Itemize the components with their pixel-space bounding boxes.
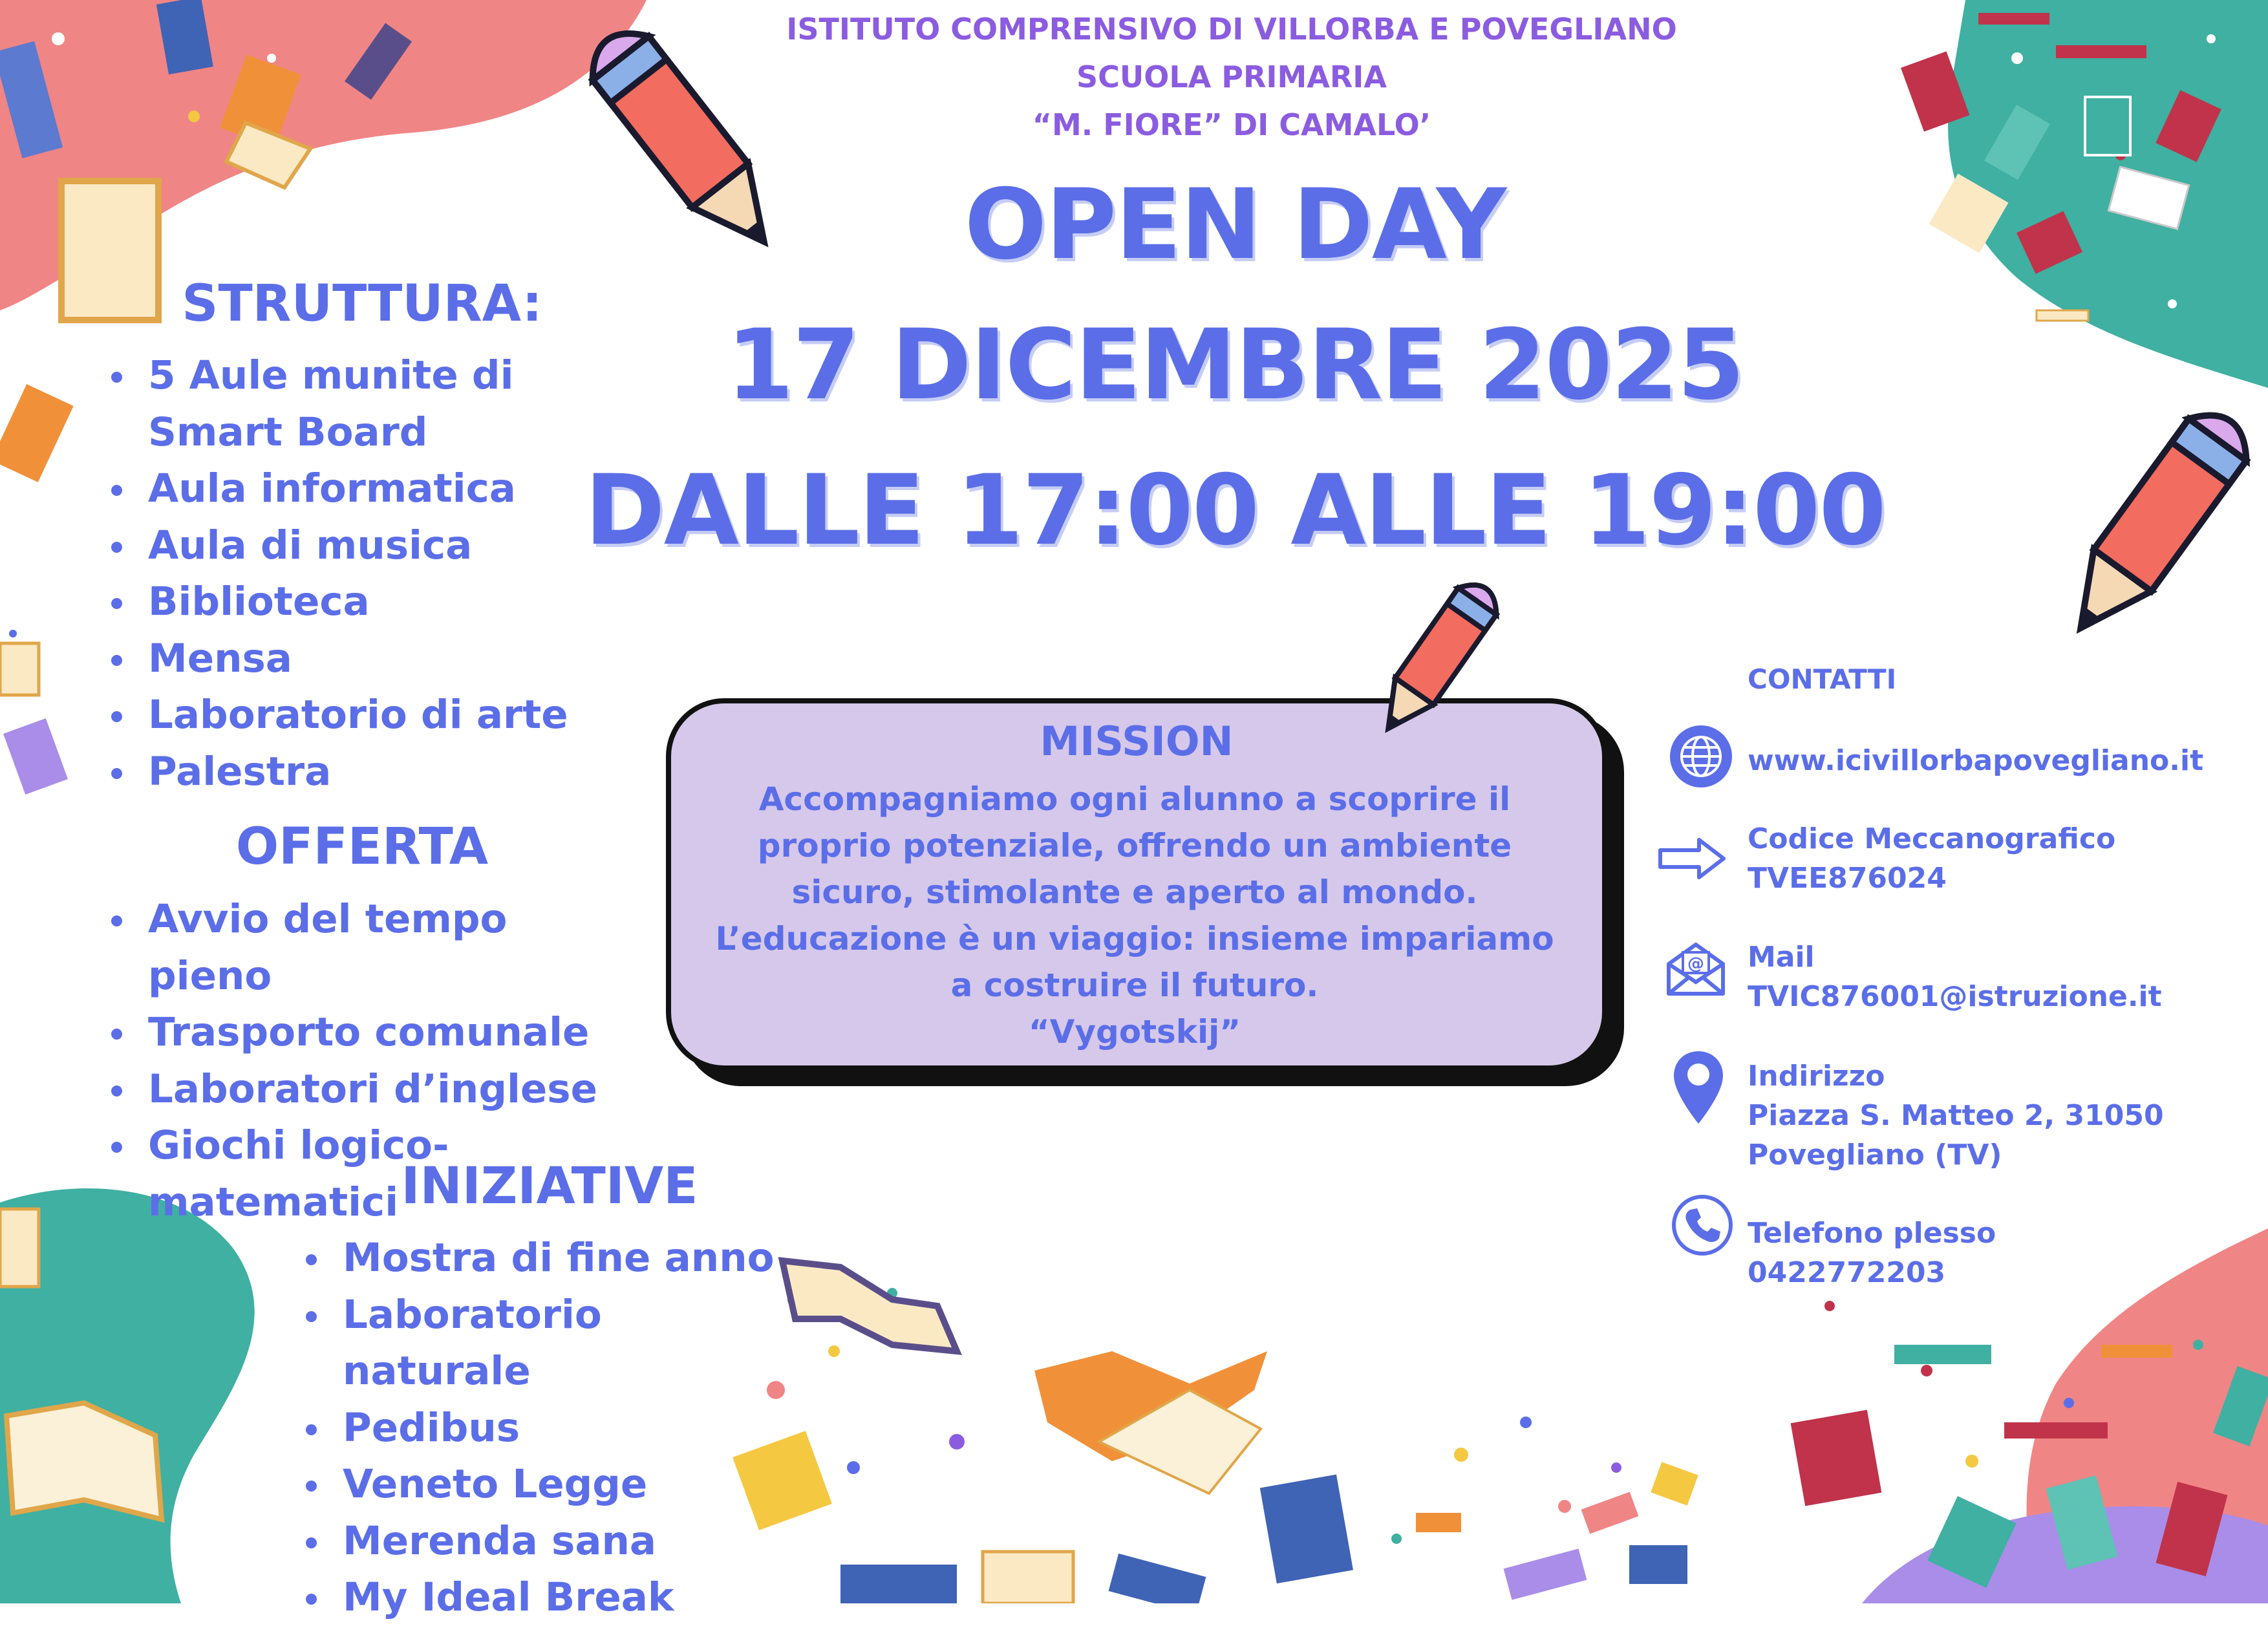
svg-text:@: @ bbox=[1687, 954, 1704, 974]
location-pin-icon bbox=[1671, 1049, 1726, 1126]
list-item: Laboratorio naturale bbox=[306, 1287, 797, 1400]
phone-number[interactable]: 0422772203 bbox=[1748, 1256, 1946, 1289]
list-item: Avvio del tempo pieno bbox=[111, 891, 641, 1004]
list-item: Laboratorio di arte bbox=[111, 687, 641, 743]
list-item: Laboratori d’inglese bbox=[111, 1061, 641, 1118]
mission-line: Accompagniamo ogni alunno a scoprire il bbox=[758, 780, 1511, 818]
event-date: 17 DICEMBRE 2025 bbox=[726, 309, 1744, 422]
list-item: Mensa bbox=[111, 630, 641, 687]
list-item: Pedibus bbox=[306, 1400, 797, 1457]
event-title: OPEN DAY bbox=[964, 169, 1506, 281]
mission-line: proprio potenziale, offrendo un ambiente bbox=[757, 827, 1512, 864]
pencil-illustration-right bbox=[2052, 400, 2260, 648]
mail-icon bbox=[1665, 941, 1727, 998]
address-street: Piazza S. Matteo 2, 31050 bbox=[1748, 1099, 2164, 1132]
mission-text bbox=[711, 776, 1558, 1055]
mail-link[interactable]: TVIC876001@istruzione.it bbox=[1748, 980, 2162, 1013]
arrow-right-icon bbox=[1657, 836, 1728, 881]
offerta-title: OFFERTA bbox=[235, 818, 489, 876]
mission-line: a costruire il futuro. bbox=[950, 967, 1319, 1004]
list-item: Mostra di fine anno bbox=[306, 1230, 797, 1287]
institute-name: ISTITUTO COMPRENSIVO DI VILLORBA E POVEGLIANO bbox=[786, 12, 1677, 47]
list-item: Merenda sana bbox=[306, 1513, 797, 1570]
website-link[interactable]: www.icivillorbapovegliano.it bbox=[1748, 744, 2204, 777]
mission-line: sicuro, stimolante e aperto al mondo. bbox=[791, 873, 1478, 911]
iniziative-list bbox=[306, 1230, 797, 1626]
mission-line: L’educazione è un viaggio: insieme impariamo bbox=[715, 920, 1554, 957]
list-item: Trasporto comunale bbox=[111, 1004, 641, 1061]
school-type: SCUOLA PRIMARIA bbox=[1076, 59, 1387, 94]
code-label: Codice Meccanografico bbox=[1748, 822, 2116, 855]
mission-title: MISSION bbox=[1040, 718, 1234, 765]
event-time: DALLE 17:00 ALLE 19:00 bbox=[584, 455, 1885, 567]
school-name: “M. FIORE” DI CAMALO’ bbox=[1032, 107, 1431, 142]
mission-line: “Vygotskij” bbox=[1028, 1013, 1241, 1051]
list-item: 5 Aule munite di Smart Board bbox=[111, 347, 614, 460]
list-item: Aula informatica bbox=[111, 460, 641, 517]
list-item: Biblioteca bbox=[111, 573, 641, 630]
list-item: Aula di musica bbox=[111, 517, 641, 574]
list-item: Palestra bbox=[111, 743, 641, 800]
mail-label: Mail bbox=[1748, 941, 1815, 974]
list-item: My Ideal Break bbox=[306, 1569, 797, 1626]
book-illustrations-bottom-center bbox=[733, 1261, 1698, 1603]
phone-icon bbox=[1671, 1194, 1733, 1256]
globe-icon bbox=[1670, 725, 1732, 787]
code-value: TVEE876024 bbox=[1748, 862, 1947, 895]
address-city: Povegliano (TV) bbox=[1748, 1139, 2002, 1171]
contacts-title: CONTATTI bbox=[1748, 663, 1897, 695]
list-item: Veneto Legge bbox=[306, 1456, 797, 1513]
struttura-title: STRUTTURA: bbox=[182, 275, 542, 333]
phone-label: Telefono plesso bbox=[1748, 1217, 1996, 1250]
iniziative-title: INIZIATIVE bbox=[401, 1157, 698, 1215]
struttura-list bbox=[111, 347, 641, 800]
list-item: Giochi logico-matematici bbox=[111, 1117, 471, 1230]
address-label: Indirizzo bbox=[1748, 1060, 1885, 1093]
